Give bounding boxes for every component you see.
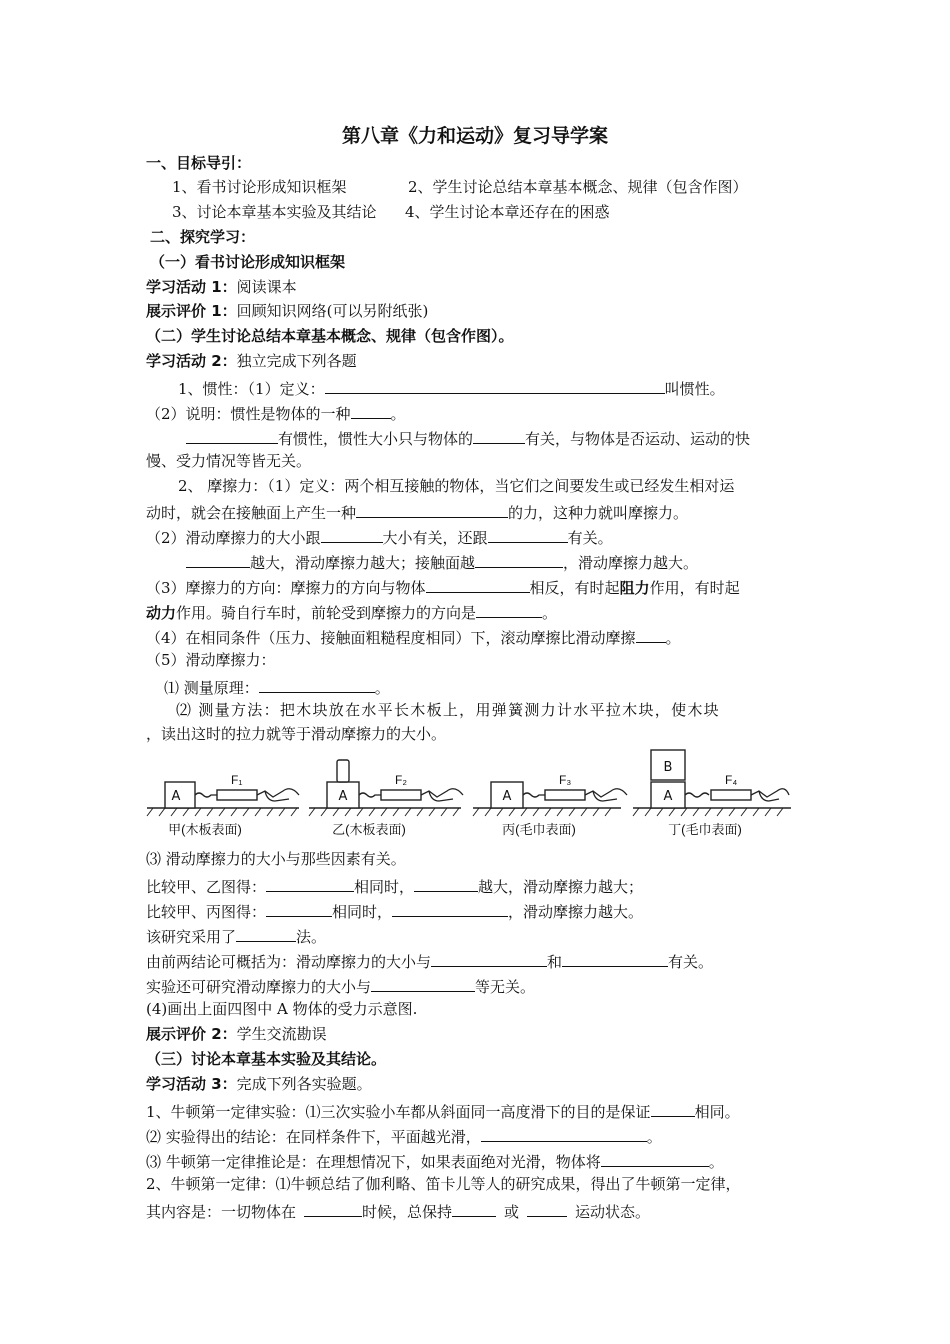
summary: 由前两结论可概括为：滑动摩擦力的大小与 和 有关。 (146, 953, 714, 971)
blank-slide-factor1[interactable] (321, 528, 383, 543)
blank-unrelated[interactable] (371, 977, 475, 992)
slide-size: （2）滑动摩擦力的大小跟 大小有关，还跟 有关。 (146, 529, 613, 547)
label-b-ding: B (663, 760, 673, 775)
goal-item-1: 1、看书讨论形成知识框架 (172, 178, 347, 196)
hook-1 (195, 793, 217, 797)
label-a-ding: A (663, 789, 673, 804)
blank-cmp1-larger[interactable] (414, 877, 478, 892)
blank-summary-1[interactable] (431, 952, 547, 967)
hand-2 (421, 789, 463, 801)
blank-law-condition[interactable] (304, 1202, 362, 1217)
spring-scale-2 (381, 790, 421, 800)
hand-3 (585, 789, 627, 801)
blank-inertia-kind[interactable] (351, 404, 391, 419)
force-label-f1: F₁ (231, 773, 243, 787)
force-label-f3: F₃ (559, 773, 572, 787)
blank-law-state1[interactable] (452, 1202, 496, 1217)
draw-instruction: (4)画出上面四图中 A 物体的受力示意图. (146, 1000, 418, 1018)
label-a-bing: A (502, 789, 512, 804)
blank-inertia-who[interactable] (186, 429, 278, 444)
ground-hatching (473, 808, 611, 816)
blank-direction[interactable] (426, 578, 530, 593)
spring-scale-4 (711, 790, 751, 800)
section2-heading: 二、探究学习： (150, 228, 256, 246)
eval1-label: 展示评价 1： (146, 302, 237, 320)
activity2-text: 独立完成下列各题 (236, 352, 357, 370)
newton-law-1: 2、牛顿第一定律：⑴牛顿总结了伽利略、笛卡儿等人的研究成果，得出了牛顿第一定律， (146, 1175, 741, 1193)
blank-cmp2-same[interactable] (266, 902, 332, 917)
blank-inertia-factor[interactable] (473, 429, 525, 444)
newton-law-2: 其内容是：一切物体在 时候，总保持 或 运动状态。 (146, 1203, 651, 1221)
friction-direction-2: 动力作用。骑自行车时，前轮受到摩擦力的方向是 。 (146, 604, 558, 622)
blank-method[interactable] (236, 927, 296, 942)
blank-law-state2[interactable] (527, 1202, 567, 1217)
inertia-line4: 慢、受力情况等皆无关。 (146, 452, 312, 470)
method-used: 该研究采用了 法。 (146, 928, 327, 946)
blank-principle[interactable] (259, 678, 375, 693)
ground-hatching (633, 808, 783, 816)
measure-method-2: ，读出这时的拉力就等于滑动摩擦力的大小。 (146, 725, 447, 743)
activity1-text: 阅读课本 (236, 278, 297, 296)
goal-item-4: 4、学生讨论本章还存在的困惑 (405, 203, 610, 221)
slide-heading: （5）滑动摩擦力： (146, 651, 276, 669)
weight-yi (337, 760, 349, 782)
force-label-f2: F₂ (395, 773, 407, 787)
hand-1 (257, 789, 299, 801)
slide-size-2: 越大，滑动摩擦力越大；接触面越 ，滑动摩擦力越大。 (186, 553, 698, 571)
blank-slide-factor3[interactable] (186, 553, 250, 568)
blank-friction-type[interactable] (356, 503, 508, 518)
rolling-friction: （4）在相同条件（压力、接触面粗糙程度相同）下，滚动摩擦比滑动摩擦 。 (146, 629, 681, 647)
spring-scale-1 (217, 790, 257, 800)
friction-definition-2: 动时，就会在接触面上产生一种 的力，这种力就叫摩擦力。 (146, 504, 689, 522)
blank-conclusion[interactable] (481, 1127, 647, 1142)
part3-heading: （三）讨论本章基本实验及其结论。 (146, 1050, 387, 1068)
blank-slide-factor2[interactable] (488, 528, 568, 543)
blank-summary-2[interactable] (562, 952, 668, 967)
part2-heading: （二）学生讨论总结本章基本概念、规律（包含作图）。 (146, 327, 514, 345)
label-a-yi: A (338, 789, 348, 804)
page-title: 第八章《力和运动》复习导学案 (341, 125, 608, 147)
caption-bing: 丙(毛巾表面) (502, 822, 576, 837)
compare-2: 比较甲、丙图得： 相同时， ，滑动摩擦力越大。 (146, 903, 644, 921)
newton-inference: ⑶ 牛顿第一定律推论是：在理想情况下，如果表面绝对光滑，物体将 。 (146, 1153, 724, 1171)
goal-item-3: 3、讨论本章基本实验及其结论 (172, 203, 377, 221)
blank-inference[interactable] (601, 1152, 709, 1167)
activity3: 学习活动 3：完成下列各实验题。 (146, 1075, 372, 1093)
friction-experiment-figure (145, 748, 793, 840)
unrelated: 实验还可研究滑动摩擦力的大小与 等无关。 (146, 978, 536, 996)
blank-inertia-def[interactable] (325, 379, 665, 394)
newton-experiment: 1、牛顿第一定律实验：⑴三次实验小车都从斜面同一高度滑下的目的是保证 相同。 (146, 1103, 740, 1121)
hook-3 (523, 793, 545, 797)
force-label-f4: F₄ (725, 773, 738, 787)
factors: ⑶ 滑动摩擦力的大小与那些因素有关。 (146, 850, 406, 868)
compare-1: 比较甲、乙图得： 相同时， 越大，滑动摩擦力越大； (146, 878, 644, 896)
goal-item-2: 2、学生讨论总结本章基本概念、规律（包含作图） (408, 178, 748, 196)
caption-yi: 乙(木板表面) (332, 822, 406, 837)
eval1 (146, 304, 428, 319)
inertia-line3: 有惯性，惯性大小只与物体的 有关，与物体是否运动、运动的快 (186, 429, 750, 447)
experiment-conclusion: ⑵ 实验得出的结论：在同样条件下，平面越光滑， 。 (146, 1128, 662, 1146)
blank-bike-direction[interactable] (476, 603, 542, 618)
caption-jia: 甲(木板表面) (168, 822, 242, 837)
measure-principle: ⑴ 测量原理： 。 (164, 679, 390, 697)
friction-definition: 2、 摩擦力：（1）定义：两个相互接触的物体，当它们之间要发生或已经发生相对运 (178, 477, 735, 495)
blank-rolling[interactable] (636, 628, 666, 643)
eval2: 展示评价 2：学生交流勘误 (146, 1025, 327, 1043)
activity2-label: 学习活动 2： (146, 352, 237, 370)
activity1 (146, 280, 297, 295)
blank-cmp1-same[interactable] (266, 877, 354, 892)
blank-cmp2-result[interactable] (392, 902, 508, 917)
caption-ding: 丁(毛巾表面) (668, 822, 742, 837)
activity2 (146, 354, 357, 369)
eval1-text: 回顾知识网络(可以另附纸张) (236, 302, 429, 320)
hook-2 (359, 793, 381, 797)
ground-hatching (147, 808, 297, 816)
inertia-note: （2）说明：惯性是物体的一种 。 (146, 405, 406, 423)
spring-scale-3 (545, 790, 585, 800)
friction-direction: （3）摩擦力的方向：摩擦力的方向与物体 相反，有时起阻力作用，有时起 (146, 579, 740, 597)
inertia-definition: 1、惯性：（1）定义： 叫惯性。 (178, 380, 725, 398)
blank-newton-same[interactable] (651, 1102, 695, 1117)
measure-method-1: ⑵ 测量方法：把木块放在水平长木板上，用弹簧测力计水平拉木块，使木块 (176, 701, 720, 719)
blank-slide-factor4[interactable] (475, 553, 563, 568)
part1-heading: （一）看书讨论形成知识框架 (150, 253, 346, 271)
ground-hatching (309, 808, 459, 816)
activity1-label: 学习活动 1： (146, 278, 237, 296)
hand-4 (751, 789, 789, 801)
label-a-jia: A (171, 789, 181, 804)
section1-heading: 一、目标导引： (146, 154, 252, 172)
hook-4 (685, 793, 709, 797)
